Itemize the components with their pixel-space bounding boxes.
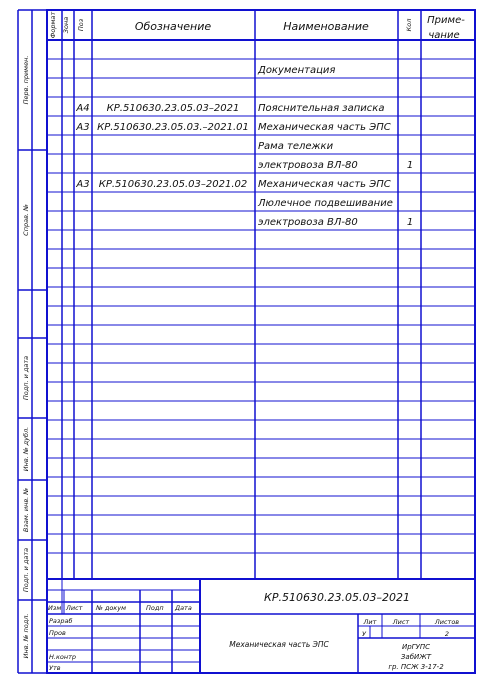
label-utv: Утв [49, 664, 61, 672]
org-line2: ЗабИЖТ [400, 653, 432, 661]
doc-number: КР.510630.23.05.03–2021 [264, 591, 410, 604]
header-pos: Поз [77, 18, 85, 32]
label-ndoc: № докум [96, 604, 126, 612]
row-name: Рама тележки [258, 141, 334, 152]
sheets-value: 2 [444, 630, 450, 638]
org-line3: гр. ПСЖ 3-17-2 [388, 663, 444, 671]
header-note-line2: чание [428, 30, 460, 41]
strip-label: Инв. № подл. [22, 613, 30, 659]
strip-label: Подп. и дата [22, 547, 30, 593]
title-block-text [48, 591, 459, 672]
header-note-line1: Приме- [427, 15, 465, 26]
header-zone: Зона [62, 16, 70, 34]
row-qty: 1 [406, 217, 414, 228]
row-designation: КР.510630.23.05.03–2021.02 [98, 179, 248, 190]
header-designation: Обозначение [134, 20, 212, 33]
label-list: Лист [66, 604, 83, 612]
row-designation: КР.510630.23.05.03.–2021.01 [97, 122, 249, 133]
strip-label: Взам. инв. № [22, 487, 30, 533]
row-name: электровоза ВЛ-80 [258, 160, 358, 171]
left-strip-labels [22, 56, 30, 659]
row-name: Документация [258, 65, 336, 76]
strip-label: Справ. № [22, 204, 30, 236]
label-prov: Пров [49, 629, 66, 637]
strip-label: Инв. № дубл. [22, 426, 30, 472]
label-date: Дата [175, 604, 192, 612]
row-name: Люлечное подвешивание [258, 198, 393, 209]
row-format: А3 [76, 122, 90, 133]
table-grid [47, 10, 475, 579]
row-name: Пояснительная записка [258, 103, 385, 114]
row-name: Механическая часть ЭПС [258, 179, 391, 190]
header-name: Наименование [283, 20, 369, 33]
row-name: Механическая часть ЭПС [258, 122, 391, 133]
row-name: электровоза ВЛ-80 [258, 217, 358, 228]
label-izm: Изм [48, 604, 62, 612]
header-qty: Кол [405, 18, 413, 32]
row-qty: 1 [406, 160, 414, 171]
row-format: А3 [76, 179, 90, 190]
org-line1: ИрГУПС [402, 643, 430, 651]
row-designation: КР.510630.23.05.03–2021 [106, 103, 240, 114]
label-lit: Лит [363, 618, 377, 626]
label-nkontr: Н.контр [49, 653, 77, 661]
header-format: Формат [49, 11, 57, 39]
strip-label: Перв. примен. [22, 55, 30, 105]
doc-title: Механическая часть ЭПС [229, 640, 329, 649]
lit-value: У [362, 630, 366, 638]
table-rows [75, 65, 413, 228]
table-header [47, 12, 475, 41]
label-podp: Подп [146, 604, 164, 612]
strip-label: Подп. и дата [22, 355, 30, 401]
label-sheet: Лист [392, 618, 410, 626]
label-sheets: Листов [434, 618, 460, 626]
row-format: А4 [76, 103, 90, 114]
label-razrab: Разраб [49, 617, 73, 625]
